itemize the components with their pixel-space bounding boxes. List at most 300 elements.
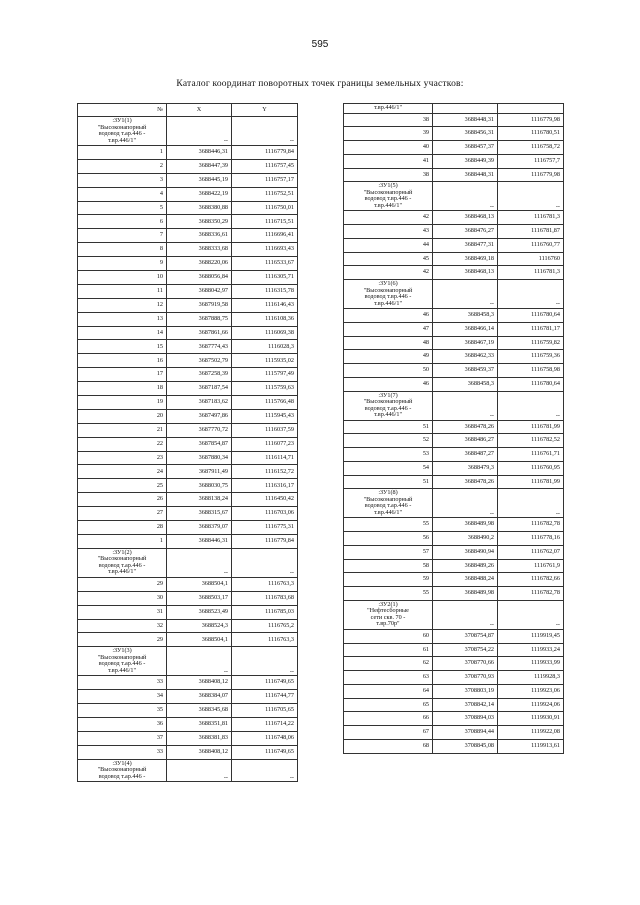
x-cell: 3687911,49 [167,465,232,479]
table-row [78,534,298,548]
table-row [344,211,564,225]
table-row [78,423,298,437]
y-cell: 1116757,17 [232,173,298,187]
y-cell [498,104,564,114]
y-cell: 1116781,17 [498,322,564,336]
table-row [78,340,298,354]
point-number-cell: 39 [344,127,433,141]
y-cell: 1116760,95 [498,461,564,475]
x-cell: -- [167,548,232,577]
table-row [344,712,564,726]
y-cell: 1119930,91 [498,712,564,726]
table-row [344,238,564,252]
y-cell: 1116763,3 [232,577,298,591]
point-number-cell: 55 [344,587,433,601]
y-cell: 1116744,77 [232,690,298,704]
y-cell: 1116780,64 [498,309,564,323]
y-cell: 1116783,68 [232,591,298,605]
x-cell: 3688486,27 [433,434,498,448]
x-cell: -- [167,759,232,782]
x-cell: 3687919,58 [167,298,232,312]
table-row [344,141,564,155]
y-cell: 1116762,07 [498,545,564,559]
x-cell: 3688408,12 [167,745,232,759]
y-cell: -- [232,759,298,782]
table-row [344,726,564,740]
x-cell: 3708894,03 [433,712,498,726]
table-row [78,465,298,479]
x-cell: 3688503,17 [167,591,232,605]
table-row [344,739,564,753]
y-cell: 1116759,36 [498,350,564,364]
x-cell: 3688351,81 [167,717,232,731]
point-number-cell: 37 [78,731,167,745]
x-cell: 3687774,43 [167,340,232,354]
table-row [78,619,298,633]
table-row [78,521,298,535]
x-cell: 3688220,06 [167,257,232,271]
table-row [344,684,564,698]
point-number-cell: 36 [78,717,167,731]
table-row [78,591,298,605]
x-cell: 3708770,93 [433,671,498,685]
point-number-cell: 27 [78,507,167,521]
x-cell: -- [433,489,498,518]
x-cell: -- [433,391,498,420]
y-cell: 1119924,06 [498,698,564,712]
x-cell: 3687183,62 [167,396,232,410]
point-number-cell: 29 [78,633,167,647]
x-cell: 3687502,79 [167,354,232,368]
table-row [78,173,298,187]
y-cell: 1116782,52 [498,434,564,448]
table-row [344,587,564,601]
table-row [78,146,298,160]
y-cell: 1116749,65 [232,676,298,690]
point-number-cell: 11 [78,284,167,298]
table-row [344,671,564,685]
table-row [78,690,298,704]
point-number-cell: 59 [344,573,433,587]
point-number-cell: 49 [344,350,433,364]
table-row [344,698,564,712]
y-cell: 1115797,49 [232,368,298,382]
x-cell: 3687770,72 [167,423,232,437]
coordinates-table-right [343,103,564,754]
x-cell: 3688457,37 [433,141,498,155]
point-number-cell: 17 [78,368,167,382]
point-number-cell: 7 [78,229,167,243]
table-row [344,643,564,657]
point-number-cell: 35 [78,704,167,718]
table-row [344,559,564,573]
x-cell: 3688456,31 [433,127,498,141]
x-cell: 3687497,86 [167,409,232,423]
x-cell: 3688477,31 [433,238,498,252]
x-cell: 3688489,26 [433,559,498,573]
y-cell: -- [498,391,564,420]
y-cell: 1116759,82 [498,336,564,350]
point-number-cell: 60 [344,629,433,643]
point-number-cell: 23 [78,451,167,465]
point-number-cell: 40 [344,141,433,155]
table-row [344,461,564,475]
y-cell: -- [498,600,564,629]
table-row [344,377,564,391]
point-number-cell: 28 [78,521,167,535]
y-cell: -- [498,280,564,309]
x-cell: 3688448,31 [433,168,498,182]
parcel-label-cell: :ЗУ1(1) "Высоконапорный водовод т.ар.446 - т.вр.446/1" [78,117,167,146]
y-cell: 1116315,78 [232,284,298,298]
table-row [78,493,298,507]
point-number-cell: 47 [344,322,433,336]
point-number-cell: 10 [78,271,167,285]
x-cell: 3688504,1 [167,633,232,647]
table-row [344,336,564,350]
table-row [344,573,564,587]
x-cell: 3688459,37 [433,364,498,378]
page-number: 595 [311,39,329,50]
x-cell: 3688524,3 [167,619,232,633]
table-row [78,271,298,285]
point-number-cell: 58 [344,559,433,573]
table-row [78,437,298,451]
x-cell: 3688446,31 [167,534,232,548]
table-body-left [78,117,298,782]
table-row [78,354,298,368]
table-row [344,252,564,266]
y-cell: 1116782,78 [498,518,564,532]
table-row [344,266,564,280]
point-number-cell: 54 [344,461,433,475]
table-row [344,434,564,448]
y-cell: -- [232,117,298,146]
table-header-row [78,104,298,117]
x-cell: 3708803,19 [433,684,498,698]
y-cell: 1116146,43 [232,298,298,312]
y-cell: 1116693,43 [232,243,298,257]
x-cell: 3688469,18 [433,252,498,266]
y-cell: 1116785,03 [232,605,298,619]
column-header-y: Y [232,104,298,117]
x-cell: 3688445,19 [167,173,232,187]
x-cell: 3688458,3 [433,377,498,391]
x-cell: 3688468,13 [433,266,498,280]
y-cell: 1116761,71 [498,448,564,462]
y-cell: 1119923,06 [498,684,564,698]
table-row [78,159,298,173]
table-row [78,284,298,298]
point-number-cell: 14 [78,326,167,340]
parcel-group-row [344,600,564,629]
table-row [78,409,298,423]
x-cell: 3688478,26 [433,475,498,489]
point-number-cell: 21 [78,423,167,437]
y-cell: 1116779,84 [232,534,298,548]
point-number-cell: 13 [78,312,167,326]
parcel-label-cell: :ЗУ1(3) "Высоконапорный водовод т.ар.446 - т.вр.446/1" [78,647,167,676]
x-cell: -- [167,117,232,146]
parcel-group-row [344,182,564,211]
x-cell: -- [167,647,232,676]
y-cell: 1116781,87 [498,225,564,239]
y-cell: 1119933,24 [498,643,564,657]
point-number-cell: 56 [344,532,433,546]
page-title: Каталог координат поворотных точек границы земельных участков: [176,79,464,89]
column-header-x: X [167,104,232,117]
x-cell [433,104,498,114]
point-number-cell: 41 [344,154,433,168]
parcel-label-cell: :ЗУ1(2) "Высоконапорный водовод т.ар.446 - т.вр.446/1" [78,548,167,577]
point-number-cell: 4 [78,187,167,201]
x-cell: 3688462,33 [433,350,498,364]
x-cell: 3688422,19 [167,187,232,201]
x-cell: 3688380,88 [167,201,232,215]
y-cell: 1116316,17 [232,479,298,493]
y-cell: 1116779,98 [498,168,564,182]
y-cell: 1116714,22 [232,717,298,731]
point-number-cell: 33 [78,745,167,759]
x-cell: 3688333,68 [167,243,232,257]
y-cell: 1116765,2 [232,619,298,633]
y-cell: 1116757,45 [232,159,298,173]
x-cell: 3688350,29 [167,215,232,229]
x-cell: 3688030,75 [167,479,232,493]
parcel-group-row [78,647,298,676]
y-cell: 1119928,3 [498,671,564,685]
point-number-cell: 50 [344,364,433,378]
table-row [78,451,298,465]
point-number-cell: 8 [78,243,167,257]
y-cell: 1116782,66 [498,573,564,587]
column-header-number: № [78,104,167,117]
table-row [78,507,298,521]
x-cell: 3688468,13 [433,211,498,225]
point-number-cell: 42 [344,211,433,225]
x-cell: 3708842,14 [433,698,498,712]
y-cell: 1116782,78 [498,587,564,601]
point-number-cell: 43 [344,225,433,239]
table-row [78,257,298,271]
parcel-label-cell: т.вр.446/1" [344,104,433,114]
table-row [344,475,564,489]
x-cell: 3688467,19 [433,336,498,350]
parcel-label-cell: :ЗУ1(8) "Высоконапорный водовод т.ар.446 - т.вр.446/1" [344,489,433,518]
y-cell: 1116775,31 [232,521,298,535]
x-cell: 3688345,68 [167,704,232,718]
table-row [344,629,564,643]
x-cell: 3688315,67 [167,507,232,521]
table-row [78,676,298,690]
point-number-cell: 31 [78,605,167,619]
point-number-cell: 57 [344,545,433,559]
y-cell: 1116757,7 [498,154,564,168]
x-cell: 3688489,98 [433,518,498,532]
table-row [78,577,298,591]
point-number-cell: 52 [344,434,433,448]
table-row [78,215,298,229]
point-number-cell: 53 [344,448,433,462]
y-cell: 1116781,99 [498,420,564,434]
x-cell: 3688056,84 [167,271,232,285]
point-number-cell: 64 [344,684,433,698]
point-number-cell: 51 [344,420,433,434]
point-number-cell: 61 [344,643,433,657]
y-cell: 1116748,06 [232,731,298,745]
x-cell: 3708845,08 [433,739,498,753]
table-row [344,168,564,182]
coordinates-table-left [77,103,298,782]
table-row [78,731,298,745]
table-row [78,298,298,312]
x-cell: -- [433,182,498,211]
table-row [78,229,298,243]
y-cell: 1116037,59 [232,423,298,437]
x-cell: 3688479,3 [433,461,498,475]
y-cell: 1116749,65 [232,745,298,759]
table-row [78,243,298,257]
point-number-cell: 38 [344,113,433,127]
table-row [344,113,564,127]
point-number-cell: 32 [78,619,167,633]
y-cell: -- [498,489,564,518]
x-cell: 3688466,14 [433,322,498,336]
x-cell: -- [433,600,498,629]
y-cell: 1116750,01 [232,201,298,215]
x-cell: 3688447,39 [167,159,232,173]
point-number-cell: 62 [344,657,433,671]
point-number-cell: 25 [78,479,167,493]
point-number-cell: 1 [78,146,167,160]
table-row [78,704,298,718]
parcel-group-row [78,759,298,782]
point-number-cell: 48 [344,336,433,350]
table-row [78,326,298,340]
y-cell: 1116780,51 [498,127,564,141]
point-number-cell: 3 [78,173,167,187]
x-cell: 3708770,66 [433,657,498,671]
table-row [78,396,298,410]
x-cell: 3687187,54 [167,382,232,396]
table-row [344,350,564,364]
x-cell: 3688448,31 [433,113,498,127]
y-cell: 1116703,06 [232,507,298,521]
point-number-cell: 15 [78,340,167,354]
table-row [344,364,564,378]
table-row [344,420,564,434]
point-number-cell: 34 [78,690,167,704]
y-cell: 1119922,08 [498,726,564,740]
point-number-cell: 22 [78,437,167,451]
x-cell: 3687854,87 [167,437,232,451]
point-number-cell: 5 [78,201,167,215]
y-cell: 1116077,23 [232,437,298,451]
point-number-cell: 6 [78,215,167,229]
x-cell: -- [433,280,498,309]
x-cell: 3688449,39 [433,154,498,168]
point-number-cell: 16 [78,354,167,368]
x-cell: 3687888,75 [167,312,232,326]
table-row [78,201,298,215]
parcel-label-cell: :ЗУ2(1) "Нефтесборные сети скв. 70 - т.вр.70р" [344,600,433,629]
table-row [78,382,298,396]
point-number-cell: 68 [344,739,433,753]
y-cell: 1115759,63 [232,382,298,396]
y-cell: 1116781,3 [498,266,564,280]
y-cell: 1116780,64 [498,377,564,391]
table-row [344,127,564,141]
table-row [78,312,298,326]
parcel-label-cell: :ЗУ1(6) "Высоконапорный водовод т.вр.446 - т.вр.446/1" [344,280,433,309]
point-number-cell: 19 [78,396,167,410]
x-cell: 3688138,24 [167,493,232,507]
x-cell: 3688458,3 [433,309,498,323]
table-row [78,717,298,731]
table-row [78,479,298,493]
y-cell: 1116758,98 [498,364,564,378]
parcel-group-row [78,548,298,577]
x-cell: 3688490,2 [433,532,498,546]
y-cell: 1116152,72 [232,465,298,479]
x-cell: 3688489,98 [433,587,498,601]
y-cell: 1116781,99 [498,475,564,489]
x-cell: 3708754,22 [433,643,498,657]
point-number-cell: 9 [78,257,167,271]
y-cell: 1116028,3 [232,340,298,354]
point-number-cell: 63 [344,671,433,685]
x-cell: 3688487,27 [433,448,498,462]
point-number-cell: 46 [344,377,433,391]
parcel-group-row [344,104,564,114]
table-body-right [344,104,564,754]
y-cell: 1116108,36 [232,312,298,326]
y-cell: 1116761,9 [498,559,564,573]
y-cell: 1116758,72 [498,141,564,155]
point-number-cell: 24 [78,465,167,479]
parcel-label-cell: :ЗУ1(4) "Высоконапорный водовод т.ар.446 - [78,759,167,782]
x-cell: 3688488,24 [433,573,498,587]
point-number-cell: 29 [78,577,167,591]
x-cell: 3688384,07 [167,690,232,704]
x-cell: 3708754,87 [433,629,498,643]
x-cell: 3688504,1 [167,577,232,591]
point-number-cell: 30 [78,591,167,605]
point-number-cell: 44 [344,238,433,252]
y-cell: 1116533,67 [232,257,298,271]
x-cell: 3688336,61 [167,229,232,243]
y-cell: 1116763,3 [232,633,298,647]
y-cell: 1116779,98 [498,113,564,127]
y-cell: 1116752,51 [232,187,298,201]
table-row [344,322,564,336]
parcel-group-row [344,391,564,420]
table-row [78,745,298,759]
table-row [344,225,564,239]
table-row [344,545,564,559]
y-cell: 1115945,43 [232,409,298,423]
table-row [344,309,564,323]
y-cell: 1116114,71 [232,451,298,465]
parcel-group-row [344,280,564,309]
point-number-cell: 2 [78,159,167,173]
y-cell: 1116778,16 [498,532,564,546]
y-cell: 1115766,48 [232,396,298,410]
y-cell: 1119933,99 [498,657,564,671]
point-number-cell: 42 [344,266,433,280]
y-cell: 1115935,02 [232,354,298,368]
point-number-cell: 18 [78,382,167,396]
